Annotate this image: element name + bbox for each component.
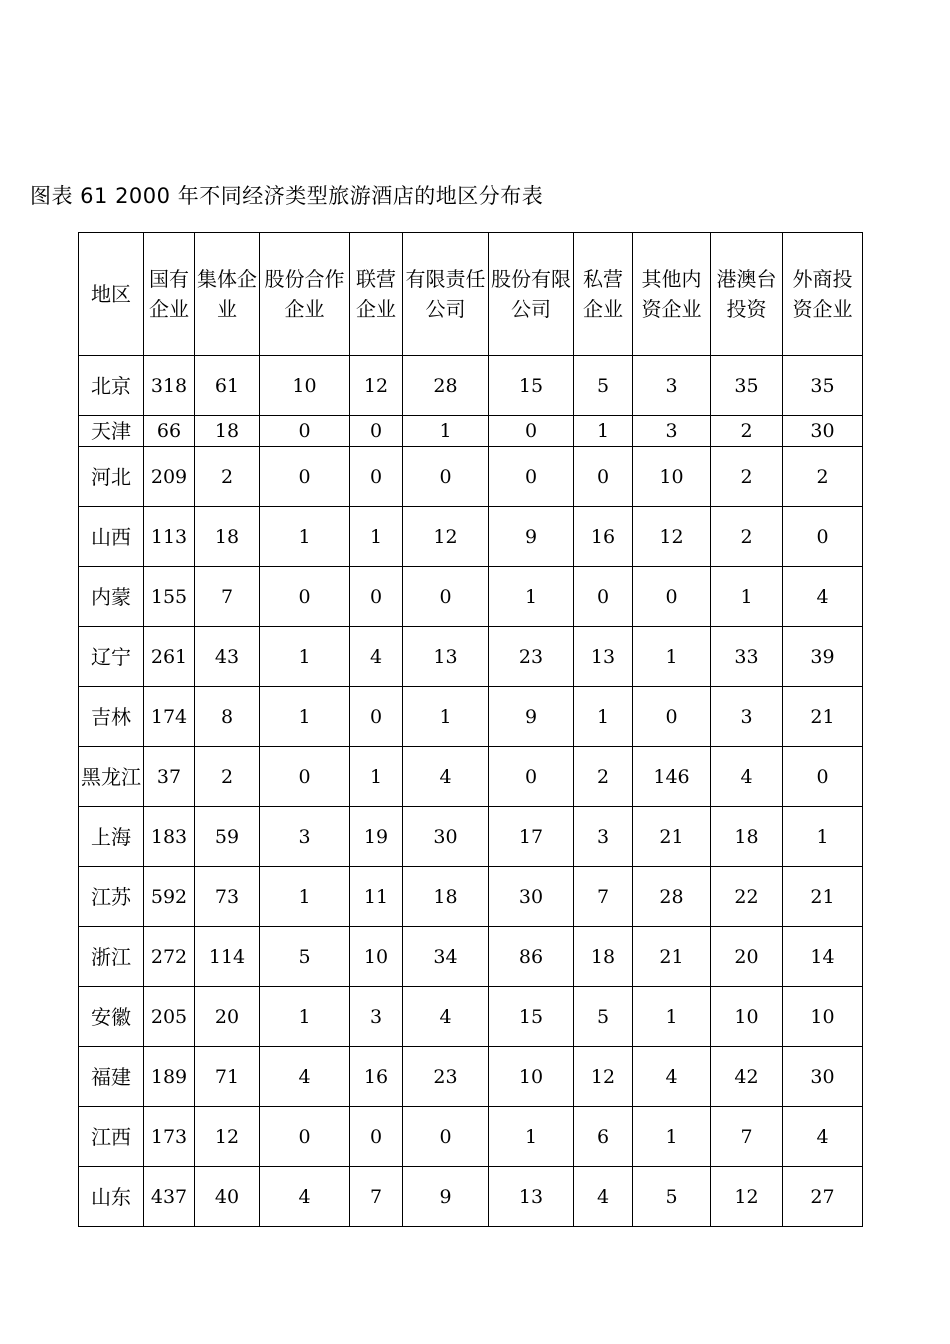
col-header-other-domestic: 其他内资企业	[633, 233, 711, 356]
value-cell: 0	[403, 1107, 489, 1167]
col-header-region: 地区	[79, 233, 144, 356]
value-cell: 10	[711, 987, 783, 1047]
value-cell: 37	[144, 747, 195, 807]
value-cell: 1	[260, 987, 350, 1047]
value-cell: 205	[144, 987, 195, 1047]
value-cell: 0	[489, 747, 574, 807]
value-cell: 22	[711, 867, 783, 927]
value-cell: 2	[195, 747, 260, 807]
region-cell: 福建	[79, 1047, 144, 1107]
value-cell: 0	[350, 567, 403, 627]
value-cell: 3	[633, 356, 711, 416]
value-cell: 0	[350, 1107, 403, 1167]
region-cell: 山西	[79, 507, 144, 567]
value-cell: 1	[350, 747, 403, 807]
table-row	[79, 807, 863, 867]
value-cell: 28	[403, 356, 489, 416]
value-cell: 18	[195, 507, 260, 567]
value-cell: 0	[574, 447, 633, 507]
value-cell: 0	[260, 447, 350, 507]
value-cell: 9	[403, 1167, 489, 1227]
value-cell: 0	[260, 747, 350, 807]
value-cell: 1	[783, 807, 863, 867]
value-cell: 12	[403, 507, 489, 567]
value-cell: 1	[489, 567, 574, 627]
region-cell: 黑龙江	[79, 747, 144, 807]
region-cell: 上海	[79, 807, 144, 867]
table-row	[79, 1047, 863, 1107]
col-header-joint-venture: 联营企业	[350, 233, 403, 356]
table-row	[79, 1167, 863, 1227]
value-cell: 146	[633, 747, 711, 807]
region-cell: 山东	[79, 1167, 144, 1227]
value-cell: 113	[144, 507, 195, 567]
value-cell: 21	[633, 807, 711, 867]
value-cell: 8	[195, 687, 260, 747]
value-cell: 2	[574, 747, 633, 807]
table-row	[79, 927, 863, 987]
value-cell: 155	[144, 567, 195, 627]
table-row	[79, 747, 863, 807]
value-cell: 12	[195, 1107, 260, 1167]
value-cell: 1	[260, 507, 350, 567]
value-cell: 18	[195, 416, 260, 447]
value-cell: 4	[783, 1107, 863, 1167]
value-cell: 5	[260, 927, 350, 987]
value-cell: 30	[403, 807, 489, 867]
value-cell: 0	[783, 747, 863, 807]
value-cell: 1	[711, 567, 783, 627]
value-cell: 1	[260, 627, 350, 687]
col-header-shareholding: 股份有限公司	[489, 233, 574, 356]
table-row	[79, 867, 863, 927]
value-cell: 318	[144, 356, 195, 416]
value-cell: 6	[574, 1107, 633, 1167]
value-cell: 10	[489, 1047, 574, 1107]
value-cell: 2	[711, 507, 783, 567]
value-cell: 7	[350, 1167, 403, 1227]
value-cell: 0	[489, 416, 574, 447]
value-cell: 4	[711, 747, 783, 807]
value-cell: 4	[403, 987, 489, 1047]
value-cell: 1	[633, 987, 711, 1047]
value-cell: 1	[633, 1107, 711, 1167]
value-cell: 7	[711, 1107, 783, 1167]
value-cell: 30	[783, 1047, 863, 1107]
value-cell: 0	[633, 567, 711, 627]
table-row	[79, 1107, 863, 1167]
table-row	[79, 567, 863, 627]
value-cell: 10	[633, 447, 711, 507]
value-cell: 2	[195, 447, 260, 507]
value-cell: 12	[350, 356, 403, 416]
value-cell: 5	[574, 987, 633, 1047]
value-cell: 35	[783, 356, 863, 416]
value-cell: 0	[783, 507, 863, 567]
region-cell: 安徽	[79, 987, 144, 1047]
value-cell: 28	[633, 867, 711, 927]
header-row	[79, 233, 863, 356]
value-cell: 11	[350, 867, 403, 927]
value-cell: 12	[711, 1167, 783, 1227]
value-cell: 5	[574, 356, 633, 416]
region-cell: 河北	[79, 447, 144, 507]
value-cell: 189	[144, 1047, 195, 1107]
value-cell: 1	[350, 507, 403, 567]
value-cell: 21	[633, 927, 711, 987]
value-cell: 18	[711, 807, 783, 867]
region-cell: 内蒙	[79, 567, 144, 627]
value-cell: 1	[260, 867, 350, 927]
value-cell: 23	[489, 627, 574, 687]
value-cell: 30	[489, 867, 574, 927]
table-row	[79, 507, 863, 567]
value-cell: 13	[403, 627, 489, 687]
value-cell: 4	[403, 747, 489, 807]
region-cell: 吉林	[79, 687, 144, 747]
value-cell: 1	[574, 416, 633, 447]
value-cell: 19	[350, 807, 403, 867]
value-cell: 59	[195, 807, 260, 867]
value-cell: 3	[711, 687, 783, 747]
value-cell: 114	[195, 927, 260, 987]
table-row	[79, 356, 863, 416]
value-cell: 34	[403, 927, 489, 987]
value-cell: 13	[489, 1167, 574, 1227]
value-cell: 0	[350, 447, 403, 507]
value-cell: 209	[144, 447, 195, 507]
value-cell: 9	[489, 687, 574, 747]
col-header-joint-stock-coop: 股份合作企业	[260, 233, 350, 356]
value-cell: 5	[633, 1167, 711, 1227]
value-cell: 3	[260, 807, 350, 867]
value-cell: 4	[260, 1167, 350, 1227]
value-cell: 14	[783, 927, 863, 987]
value-cell: 2	[711, 416, 783, 447]
value-cell: 0	[403, 567, 489, 627]
value-cell: 10	[260, 356, 350, 416]
value-cell: 15	[489, 356, 574, 416]
value-cell: 4	[633, 1047, 711, 1107]
value-cell: 2	[783, 447, 863, 507]
value-cell: 1	[574, 687, 633, 747]
value-cell: 3	[633, 416, 711, 447]
value-cell: 18	[574, 927, 633, 987]
value-cell: 40	[195, 1167, 260, 1227]
value-cell: 9	[489, 507, 574, 567]
region-cell: 浙江	[79, 927, 144, 987]
value-cell: 4	[783, 567, 863, 627]
value-cell: 4	[350, 627, 403, 687]
value-cell: 183	[144, 807, 195, 867]
value-cell: 33	[711, 627, 783, 687]
col-header-private: 私营企业	[574, 233, 633, 356]
table-row	[79, 627, 863, 687]
value-cell: 173	[144, 1107, 195, 1167]
value-cell: 86	[489, 927, 574, 987]
value-cell: 39	[783, 627, 863, 687]
value-cell: 592	[144, 867, 195, 927]
col-header-collective: 集体企业	[195, 233, 260, 356]
value-cell: 2	[711, 447, 783, 507]
value-cell: 16	[574, 507, 633, 567]
col-header-hk-macau-taiwan: 港澳台投资	[711, 233, 783, 356]
value-cell: 0	[350, 416, 403, 447]
value-cell: 43	[195, 627, 260, 687]
value-cell: 0	[350, 687, 403, 747]
value-cell: 35	[711, 356, 783, 416]
value-cell: 272	[144, 927, 195, 987]
value-cell: 437	[144, 1167, 195, 1227]
col-header-foreign: 外商投资企业	[783, 233, 863, 356]
value-cell: 10	[783, 987, 863, 1047]
value-cell: 1	[489, 1107, 574, 1167]
value-cell: 27	[783, 1167, 863, 1227]
value-cell: 16	[350, 1047, 403, 1107]
value-cell: 0	[489, 447, 574, 507]
region-cell: 北京	[79, 356, 144, 416]
value-cell: 3	[350, 987, 403, 1047]
col-header-limited-liability: 有限责任公司	[403, 233, 489, 356]
value-cell: 71	[195, 1047, 260, 1107]
value-cell: 7	[574, 867, 633, 927]
value-cell: 0	[574, 567, 633, 627]
value-cell: 20	[195, 987, 260, 1047]
value-cell: 12	[633, 507, 711, 567]
value-cell: 42	[711, 1047, 783, 1107]
value-cell: 1	[403, 416, 489, 447]
value-cell: 261	[144, 627, 195, 687]
value-cell: 1	[403, 687, 489, 747]
value-cell: 20	[711, 927, 783, 987]
value-cell: 12	[574, 1047, 633, 1107]
value-cell: 73	[195, 867, 260, 927]
region-cell: 江西	[79, 1107, 144, 1167]
value-cell: 0	[633, 687, 711, 747]
region-cell: 辽宁	[79, 627, 144, 687]
value-cell: 174	[144, 687, 195, 747]
table-body	[79, 356, 863, 1227]
value-cell: 15	[489, 987, 574, 1047]
value-cell: 4	[574, 1167, 633, 1227]
table-row	[79, 447, 863, 507]
value-cell: 1	[260, 687, 350, 747]
value-cell: 0	[260, 1107, 350, 1167]
value-cell: 66	[144, 416, 195, 447]
col-header-state-owned: 国有企业	[144, 233, 195, 356]
value-cell: 23	[403, 1047, 489, 1107]
value-cell: 1	[633, 627, 711, 687]
region-cell: 江苏	[79, 867, 144, 927]
value-cell: 61	[195, 356, 260, 416]
value-cell: 0	[260, 567, 350, 627]
value-cell: 3	[574, 807, 633, 867]
table-caption: 图表 61 2000 年不同经济类型旅游酒店的地区分布表	[30, 184, 544, 208]
value-cell: 17	[489, 807, 574, 867]
value-cell: 21	[783, 867, 863, 927]
table-row	[79, 416, 863, 447]
value-cell: 10	[350, 927, 403, 987]
value-cell: 4	[260, 1047, 350, 1107]
value-cell: 0	[403, 447, 489, 507]
value-cell: 13	[574, 627, 633, 687]
region-cell: 天津	[79, 416, 144, 447]
value-cell: 30	[783, 416, 863, 447]
value-cell: 0	[260, 416, 350, 447]
value-cell: 18	[403, 867, 489, 927]
table-row	[79, 987, 863, 1047]
hotel-distribution-table	[78, 232, 863, 1227]
value-cell: 7	[195, 567, 260, 627]
value-cell: 21	[783, 687, 863, 747]
table-row	[79, 687, 863, 747]
